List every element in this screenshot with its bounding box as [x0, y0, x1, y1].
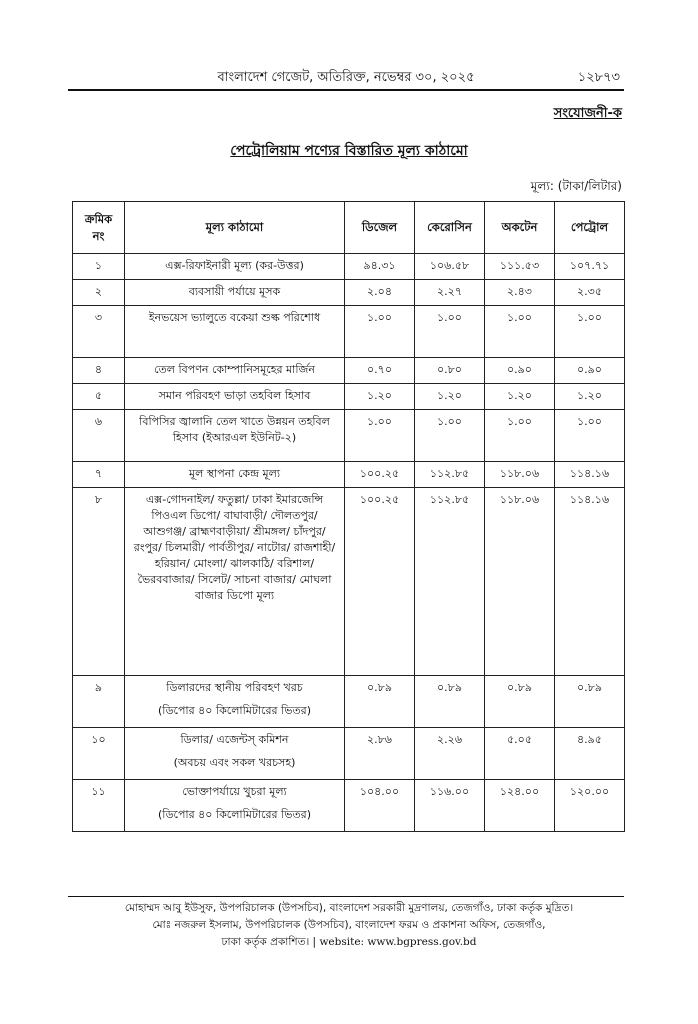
cell-kerosene: ১০৬.৫৮ [415, 254, 485, 280]
header-structure: মূল্য কাঠামো [125, 202, 345, 254]
unit-label: মূল্য: (টাকা/লিটার) [530, 179, 622, 193]
page-header [70, 64, 622, 88]
row-serial: ২ [73, 280, 125, 306]
cell-kerosene: ১১২.৮৫ [415, 462, 485, 488]
cell-kerosene: ১.০০ [415, 410, 485, 462]
cell-diesel: ০.৭০ [345, 358, 415, 384]
cell-diesel: ২.০৪ [345, 280, 415, 306]
table-row [73, 728, 625, 780]
footer-line-published: ঢাকা কর্তৃক প্রকাশিত। | website: www.bgpress.gov.bd [221, 936, 477, 948]
header-kerosene: কেরোসিন [415, 202, 485, 254]
cell-diesel: ২.৮৬ [345, 728, 415, 780]
price-structure-table [72, 201, 625, 832]
row-description-text: বিপিসির জ্বালানি তেল খাতে উন্নয়ন তহবিল হিসাব (ইআরএল ইউনিট-২) [139, 415, 330, 444]
row-serial: ৭ [73, 462, 125, 488]
cell-petrol: ০.৯০ [555, 358, 625, 384]
table-row [73, 384, 625, 410]
row-description-text: ডিলারদের স্থানীয় পরিবহণ খরচ [166, 681, 303, 694]
row-description [125, 462, 345, 488]
table-row [73, 358, 625, 384]
cell-diesel: ৯৪.৩১ [345, 254, 415, 280]
cell-octane: ১২৪.০০ [485, 780, 555, 832]
row-description-note: (ডিপোর ৪০ কিলোমিটারের ভিতর) [158, 703, 311, 717]
cell-kerosene: ১১৬.০০ [415, 780, 485, 832]
cell-petrol: ১.০০ [555, 306, 625, 358]
table-row [73, 280, 625, 306]
row-serial: ৯ [73, 676, 125, 728]
header-octane: অকটেন [485, 202, 555, 254]
table-row [73, 410, 625, 462]
row-serial: ১ [73, 254, 125, 280]
table-body [73, 254, 625, 832]
cell-octane: ৫.০৫ [485, 728, 555, 780]
cell-diesel: ১.০০ [345, 306, 415, 358]
cell-petrol: ১০৭.৭১ [555, 254, 625, 280]
cell-petrol: ১.২০ [555, 384, 625, 410]
cell-kerosene: ২.২৭ [415, 280, 485, 306]
footer-line-printer: মোহাম্মদ আবু ইউসুফ, উপপরিচালক (উপসচিব), বাংলাদেশ সরকারী মুদ্রণালয়, তেজগাঁও, ঢাকা কর্তৃক মুদ্রিত। [124, 902, 574, 914]
cell-kerosene: ০.৮০ [415, 358, 485, 384]
row-description [125, 384, 345, 410]
row-description [125, 358, 345, 384]
row-description-text: ইনভয়েস ভ্যালুতে বকেয়া শুল্ক পরিশোধ [148, 311, 321, 324]
row-description-text: এক্স-গোদনাইল/ ফতুল্লা/ ঢাকা ইমারজেন্সি পিওএল ডিপো/ বাঘাবাড়ী/ দৌলতপুর/ আশুগঞ্জ/ ব্রাহ্মণবাড়ীয়া/ শ্রীমঙ্গল/ চাঁদপুর/ রংপুর/ চিলমারী/ পার্বতীপুর/ নাটোর/ রাজশাহী/ হরিয়ান/ মোংলা/ ঝালকাঠি/ বরিশাল/ ভৈরববাজার/ সিলেট/ সাচনা বাজার/ মোঘলা বাজার ডিপো মূল্য [133, 493, 336, 602]
footer-line-publisher: মোঃ নজরুল ইসলাম, উপপরিচালক (উপসচিব), বাংলাদেশ ফরম ও প্রকাশনা অফিস, তেজগাঁও, [152, 919, 546, 931]
cell-diesel: ১০৪.০০ [345, 780, 415, 832]
table-row [73, 676, 625, 728]
row-description-text: তেল বিপণন কোম্পানিসমূহের মার্জিন [154, 363, 315, 376]
cell-kerosene: ১.০০ [415, 306, 485, 358]
row-description [125, 410, 345, 462]
cell-diesel: ১০০.২৫ [345, 488, 415, 676]
cell-petrol: ১১৪.১৬ [555, 488, 625, 676]
header-diesel: ডিজেল [345, 202, 415, 254]
row-description-text: মূল স্থাপনা কেন্দ্র মূল্য [188, 467, 281, 480]
website-link[interactable]: website: www.bgpress.gov.bd [319, 936, 477, 948]
cell-diesel: ১০০.২৫ [345, 462, 415, 488]
cell-kerosene: ১১২.৮৫ [415, 488, 485, 676]
cell-diesel: ১.০০ [345, 410, 415, 462]
row-serial: ৫ [73, 384, 125, 410]
row-serial: ১০ [73, 728, 125, 780]
row-description-note: (ডিপোর ৪০ কিলোমিটারের ভিতর) [158, 807, 311, 821]
row-description [125, 488, 345, 676]
cell-octane: ১১৮.০৬ [485, 488, 555, 676]
page-number: ১২৮৭৩ [577, 70, 620, 85]
cell-octane: ২.৪৩ [485, 280, 555, 306]
row-description-text: এক্স-রিফাইনারী মূল্য (কর-উত্তর) [165, 259, 304, 272]
header-divider [68, 89, 624, 91]
cell-petrol: ১১৪.১৬ [555, 462, 625, 488]
row-description [125, 280, 345, 306]
cell-diesel: ১.২০ [345, 384, 415, 410]
row-description [125, 728, 345, 780]
row-description [125, 306, 345, 358]
page-footer [60, 900, 638, 951]
row-serial: ৬ [73, 410, 125, 462]
table-row [73, 306, 625, 358]
row-description-note: (অবচয় এবং সকল খরচসহ) [173, 755, 296, 769]
cell-octane: ১১৮.০৬ [485, 462, 555, 488]
row-description-text: ব্যবসায়ী পর্যায়ে মূসক [188, 285, 281, 298]
row-serial: ৮ [73, 488, 125, 676]
row-description-text: সমান পরিবহণ ভাড়া তহবিল হিসাব [158, 389, 311, 402]
cell-kerosene: ০.৮৯ [415, 676, 485, 728]
table-row [73, 462, 625, 488]
table-row [73, 254, 625, 280]
header-serial: ক্রমিক নং [73, 202, 125, 254]
header-petrol: পেট্রোল [555, 202, 625, 254]
gazette-line: বাংলাদেশ গেজেট, অতিরিক্ত, নভেম্বর ৩০, ২০২৫ [217, 70, 475, 85]
table-row [73, 488, 625, 676]
row-description-text: ভোক্তাপর্যায়ে খুচরা মূল্য [182, 785, 287, 798]
row-description [125, 254, 345, 280]
row-serial: ১১ [73, 780, 125, 832]
footer-divider [68, 896, 624, 897]
row-description [125, 676, 345, 728]
cell-kerosene: ২.২৬ [415, 728, 485, 780]
cell-diesel: ০.৮৯ [345, 676, 415, 728]
table-header-row [73, 202, 625, 254]
footer-published-text: ঢাকা কর্তৃক প্রকাশিত। [221, 936, 310, 948]
row-description-text: ডিলার/ এজেন্টস্ কমিশন [180, 733, 289, 746]
cell-petrol: ১.০০ [555, 410, 625, 462]
cell-octane: ১.০০ [485, 410, 555, 462]
cell-kerosene: ১.২০ [415, 384, 485, 410]
annex-label: সংযোজনী-ক [553, 106, 622, 121]
cell-octane: ১.০০ [485, 306, 555, 358]
cell-octane: ১১১.৫৩ [485, 254, 555, 280]
row-serial: ৪ [73, 358, 125, 384]
cell-octane: ০.৮৯ [485, 676, 555, 728]
cell-petrol: ০.৮৯ [555, 676, 625, 728]
cell-octane: ১.২০ [485, 384, 555, 410]
row-serial: ৩ [73, 306, 125, 358]
table-row [73, 780, 625, 832]
cell-petrol: ৪.৯৫ [555, 728, 625, 780]
cell-petrol: ১২০.০০ [555, 780, 625, 832]
cell-octane: ০.৯০ [485, 358, 555, 384]
cell-petrol: ২.৩৫ [555, 280, 625, 306]
document-title: পেট্রোলিয়াম পণ্যের বিস্তারিত মূল্য কাঠামো [230, 143, 468, 159]
row-description [125, 780, 345, 832]
